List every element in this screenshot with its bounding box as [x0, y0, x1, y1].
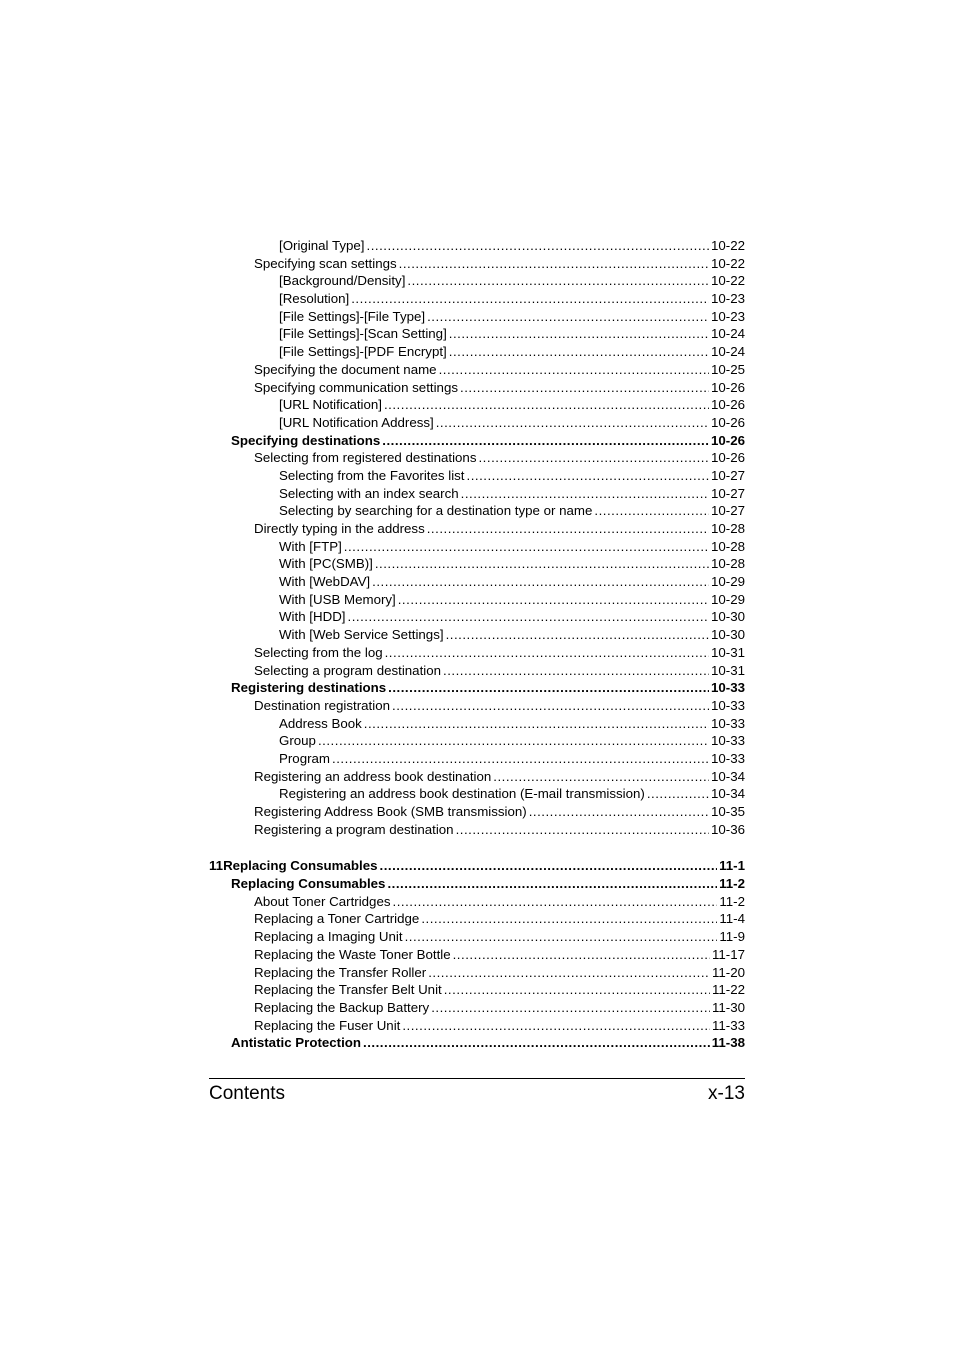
toc-entry[interactable] [209, 626, 745, 644]
toc-entry-title: Registering a program destination [254, 821, 454, 837]
toc-entry-page: 10-28 [710, 556, 745, 572]
toc-entry[interactable] [209, 573, 745, 591]
toc-entry-page: 10-22 [710, 255, 745, 271]
toc-entry-page: 10-24 [710, 326, 745, 342]
toc-entry-title: Group [279, 733, 316, 749]
toc-entry-title: Replacing the Backup Battery [254, 999, 430, 1015]
toc-entry-title: Selecting from registered destinations [254, 450, 477, 466]
toc-entry-title: Directly typing in the address [254, 521, 425, 536]
dot-leader [392, 697, 709, 715]
toc-entry[interactable] [209, 821, 745, 839]
toc-entry-page: 10-26 [710, 432, 745, 448]
toc-entry-title: Replacing the Fuser Unit [254, 1017, 401, 1033]
toc-entry[interactable] [209, 343, 745, 361]
toc-entry[interactable] [209, 803, 745, 821]
toc-entry-title: With [WebDAV] [279, 574, 371, 590]
dot-leader [382, 432, 709, 450]
toc-entry-page: 11-2 [719, 893, 745, 909]
toc-entry[interactable] [209, 608, 745, 626]
toc-entry-page: 11-1 [719, 858, 745, 874]
dot-leader [444, 981, 710, 999]
footer-page-number: x-13 [708, 1083, 745, 1104]
toc-entry-page: 10-26 [710, 414, 745, 430]
toc-entry-title: Program [279, 750, 330, 766]
toc-entry-page: 10-34 [710, 786, 745, 802]
toc-entry-page: 10-22 [710, 238, 745, 253]
toc-entry-page: 10-26 [710, 379, 745, 395]
toc-entry[interactable] [209, 999, 745, 1017]
dot-leader [385, 644, 709, 662]
dot-leader [384, 396, 709, 414]
toc-entry-page: 10-25 [710, 361, 745, 377]
toc-entry[interactable] [209, 255, 745, 273]
toc-entry-page: 10-30 [710, 609, 745, 625]
toc-entry-title: With [PC(SMB)] [279, 556, 373, 572]
toc-entry-title: Replacing the Transfer Belt Unit [254, 982, 442, 998]
dot-leader [467, 467, 709, 485]
toc-entry-title: Replacing Consumables [231, 876, 386, 892]
toc-entry[interactable] [209, 964, 745, 982]
dot-leader [399, 255, 709, 273]
toc-entry-page: 10-27 [710, 485, 745, 501]
dot-leader [364, 715, 709, 733]
toc-entry[interactable] [209, 1034, 745, 1052]
toc-entry-page: 10-30 [710, 627, 745, 643]
dot-leader [393, 893, 718, 911]
dot-leader [453, 946, 710, 964]
dot-leader [461, 485, 709, 503]
dot-leader [446, 626, 709, 644]
dot-leader [478, 449, 709, 467]
toc-entry[interactable] [209, 750, 745, 768]
toc-entry-page: 10-28 [710, 538, 745, 554]
toc-entry-title: Specifying communication settings [254, 379, 458, 395]
toc-entry-title: Replacing the Waste Toner Bottle [254, 946, 451, 962]
toc-entry-page: 11-9 [719, 929, 745, 945]
toc-entry-page: 10-23 [710, 308, 745, 324]
dot-leader [436, 414, 709, 432]
toc-entry-title: Specifying the document name [254, 361, 437, 377]
toc-entry-page: 11-17 [711, 946, 745, 962]
toc-entry[interactable] [209, 414, 745, 432]
dot-leader [351, 290, 709, 308]
toc-entry[interactable] [209, 555, 745, 573]
toc-entry-title: Specifying destinations [231, 432, 381, 448]
toc-entry-title: [File Settings]-[File Type] [279, 308, 426, 324]
toc-entry-title: Destination registration [254, 697, 390, 713]
toc-entry-page: 11-30 [711, 999, 745, 1015]
toc-entry-page: 10-31 [710, 662, 745, 678]
dot-leader [594, 502, 709, 520]
toc-entry-page: 10-22 [710, 273, 745, 289]
dot-leader [449, 343, 709, 361]
toc-entry-page: 10-23 [710, 291, 745, 307]
toc-entry-title: Antistatic Protection [231, 1035, 362, 1051]
toc-entry[interactable] [209, 290, 745, 308]
toc-entry[interactable] [209, 981, 745, 999]
toc-entry-title: [File Settings]-[Scan Setting] [279, 326, 447, 342]
toc-entry-page: 10-33 [710, 715, 745, 731]
dot-leader [332, 750, 709, 768]
dot-leader [431, 999, 710, 1017]
toc-entry-page: 10-36 [710, 821, 745, 837]
toc-entry-page: 10-27 [710, 503, 745, 519]
toc-entry[interactable] [209, 679, 745, 697]
dot-leader [529, 803, 709, 821]
dot-leader [344, 538, 709, 556]
toc-entry[interactable] [209, 379, 745, 397]
dot-leader [439, 361, 709, 379]
toc-entry-page: 11-20 [711, 964, 745, 980]
toc-entry[interactable] [209, 768, 745, 786]
toc-entry-page: 10-33 [710, 733, 745, 749]
dot-leader [380, 857, 718, 875]
toc-entry[interactable] [209, 591, 745, 609]
dot-leader [398, 591, 709, 609]
toc-entry-page: 10-24 [710, 344, 745, 360]
toc-entry[interactable] [209, 432, 745, 450]
dot-leader [402, 1017, 710, 1035]
toc-entry[interactable] [209, 361, 745, 379]
dot-leader [388, 679, 709, 697]
dot-leader [363, 1034, 710, 1052]
toc-entry-page: 10-28 [710, 521, 745, 536]
toc-entry-title: Selecting with an index search [279, 485, 459, 501]
dot-leader [460, 379, 709, 397]
dot-leader [449, 325, 709, 343]
dot-leader [348, 608, 709, 626]
toc-entry-title: Selecting from the log [254, 644, 383, 660]
toc-entry[interactable] [209, 502, 745, 520]
dot-leader [427, 308, 709, 326]
toc-entry[interactable] [209, 396, 745, 414]
toc-entry[interactable] [209, 893, 745, 911]
dot-leader [421, 910, 717, 928]
toc-entry[interactable] [209, 928, 745, 946]
toc-entry[interactable] [209, 325, 745, 343]
dot-leader [647, 785, 709, 803]
dot-leader [375, 555, 709, 573]
toc-entry[interactable] [209, 732, 745, 750]
toc-entry-title: Selecting by searching for a destination type or name [279, 503, 593, 519]
toc-entry-title: Replacing a Toner Cartridge [254, 911, 420, 927]
toc-entry[interactable] [209, 662, 745, 680]
toc-entry[interactable] [209, 520, 745, 538]
dot-leader [387, 875, 717, 893]
toc-entry-page: 10-29 [710, 591, 745, 607]
toc-entry-title: [URL Notification] [279, 397, 382, 413]
toc-entry-title: With [HDD] [279, 609, 346, 625]
toc-entry[interactable] [209, 946, 745, 964]
toc-entry-title: With [FTP] [279, 538, 342, 554]
toc-entry-title: Replacing a Imaging Unit [254, 929, 403, 945]
dot-leader [456, 821, 709, 839]
dot-leader [407, 272, 709, 290]
toc-entry-page: 10-31 [710, 644, 745, 660]
toc-entry-title: With [Web Service Settings] [279, 627, 444, 643]
toc-entry[interactable] [209, 308, 745, 326]
toc-entry-title: [Resolution] [279, 291, 350, 307]
toc-entry-title: With [USB Memory] [279, 591, 396, 607]
toc-entry-page: 11-4 [719, 911, 745, 927]
toc-entry-page: 10-33 [710, 750, 745, 766]
toc-entry-title: [File Settings]-[PDF Encrypt] [279, 344, 447, 360]
toc-entry-title: Selecting a program destination [254, 662, 442, 678]
toc-entry-title: Registering an address book destination (E-mail transmission) [279, 786, 645, 802]
toc-entry[interactable] [209, 715, 745, 733]
dot-leader [372, 573, 709, 591]
dot-leader [428, 964, 710, 982]
toc-entry[interactable] [209, 697, 745, 715]
toc-entry-title: Registering destinations [231, 680, 387, 696]
toc-entry-page: 11-38 [711, 1035, 745, 1051]
toc-chapter-number: 11 [209, 858, 224, 874]
toc-entry-page: 11-33 [711, 1017, 745, 1033]
toc-entry[interactable] [209, 485, 745, 503]
toc-entry-title: [Background/Density] [279, 273, 406, 289]
toc-entry-title: Registering Address Book (SMB transmission) [254, 804, 527, 819]
footer-divider [209, 1078, 745, 1079]
toc-entry[interactable] [209, 875, 745, 893]
footer-section-title: Contents [209, 1083, 286, 1104]
toc-entry-title: Address Book [279, 715, 362, 731]
toc-entry[interactable] [209, 785, 745, 803]
toc-entry-page: 10-34 [710, 768, 745, 784]
dot-leader [405, 928, 718, 946]
dot-leader [367, 237, 709, 255]
toc-entry[interactable] [209, 538, 745, 556]
toc-entry-page: 10-33 [710, 697, 745, 713]
toc-entry[interactable] [209, 237, 745, 255]
toc-entry[interactable] [209, 857, 745, 875]
toc-entry[interactable] [209, 644, 745, 662]
toc-entry[interactable] [209, 467, 745, 485]
toc-entry-title: [URL Notification Address] [279, 414, 434, 430]
toc-entry-title: Specifying scan settings [254, 255, 397, 271]
table-of-contents [209, 237, 745, 1052]
toc-entry[interactable] [209, 449, 745, 467]
toc-entry-title: Replacing Consumables [223, 858, 378, 874]
toc-entry-page: 11-22 [711, 982, 745, 998]
dot-leader [443, 662, 709, 680]
toc-entry-title: Registering an address book destination [254, 768, 492, 784]
toc-entry-page: 10-26 [710, 397, 745, 413]
toc-entry-page: 10-29 [710, 574, 745, 590]
toc-entry-title: Selecting from the Favorites list [279, 467, 465, 483]
toc-entry-page: 10-35 [710, 804, 745, 819]
toc-entry-page: 11-2 [719, 876, 745, 892]
toc-entry[interactable] [209, 910, 745, 928]
toc-entry[interactable] [209, 1017, 745, 1035]
dot-leader [427, 520, 709, 538]
dot-leader [318, 732, 709, 750]
toc-entry-title: Replacing the Transfer Roller [254, 964, 427, 980]
toc-entry-title: [Original Type] [279, 238, 365, 253]
toc-entry-title: About Toner Cartridges [254, 893, 391, 909]
dot-leader [493, 768, 709, 786]
toc-entry-page: 10-27 [710, 467, 745, 483]
toc-entry-page: 10-26 [710, 450, 745, 466]
toc-entry[interactable] [209, 272, 745, 290]
toc-entry-page: 10-33 [710, 680, 745, 696]
